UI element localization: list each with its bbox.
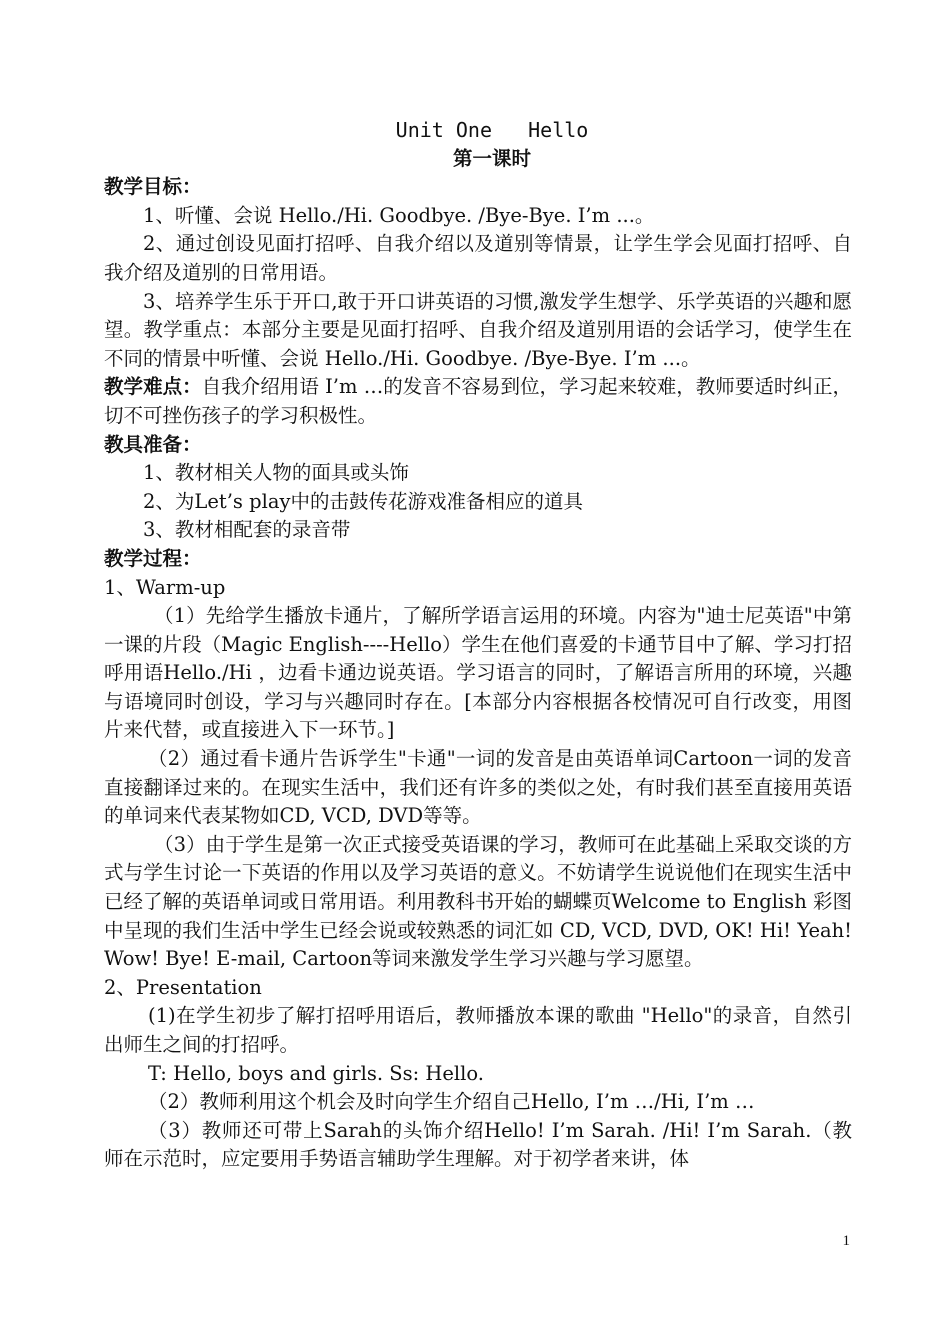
dialogue-line: T: Hello, boys and girls. Ss: Hello. bbox=[148, 1061, 484, 1085]
warmup-paragraph: （1）先给学生播放卡通片，了解所学语言运用的环境。内容为"迪士尼英语"中第一课的片段（Magic English----Hello）学生在他们喜爱的卡通节目中了解、学习打招呼用语Hello./Hi ，边看卡通边说英语。学习语言的同时，了解语言所用的环境，兴趣与语境同时创设，学习与兴趣同时存在。[本部分内容根据各校情况可自行改变，用图片来代替，或直接进入下一环节。] bbox=[104, 604, 853, 742]
difficulty-text: 自我介绍用语 I’m …的发音不容易到位，学习起来较难，教师要适时纠正，切不可挫伤孩子的学习积极性。 bbox=[104, 375, 852, 427]
warmup-label: 1、Warm-up bbox=[104, 575, 226, 599]
material-item: 2、为Let’s play中的击鼓传花游戏准备相应的道具 bbox=[143, 489, 583, 513]
lesson-subtitle: 第一课时 bbox=[452, 146, 531, 170]
presentation-paragraph: (1)在学生初步了解打招呼用语后，教师播放本课的歌曲 "Hello"的录音，自然引出师生之间的打招呼。 bbox=[104, 1004, 852, 1056]
presentation-label: 2、Presentation bbox=[104, 975, 262, 999]
materials-heading: 教具准备： bbox=[104, 432, 202, 456]
document-title: Unit One Hello bbox=[395, 118, 589, 142]
objectives-heading: 教学目标： bbox=[104, 175, 202, 199]
presentation-paragraph: （2）教师利用这个机会及时向学生介绍自己Hello, I’m …/Hi, I’m … bbox=[148, 1090, 755, 1114]
objective-item: 2、通过创设见面打招呼、自我介绍以及道别等情景，让学生学会见面打招呼、自我介绍及道别的日常用语。 bbox=[104, 232, 852, 284]
material-item: 1、教材相关人物的面具或头饰 bbox=[143, 461, 409, 485]
warmup-paragraph: （2）通过看卡通片告诉学生"卡通"一词的发音是由英语单词Cartoon一词的发音直接翻译过来的。在现实生活中，我们还有许多的类似之处，有时我们甚至直接用英语的单词来代表某物如CD, VCD, DVD等等。 bbox=[104, 747, 852, 828]
presentation-paragraph: （3）教师还可带上Sarah的头饰介绍Hello! I’m Sarah. /Hi! I’m Sarah.（教师在示范时，应定要用手势语言辅助学生理解。对于初学者来讲，体 bbox=[104, 1118, 852, 1171]
objective-item: 1、听懂、会说 Hello./Hi. Goodbye. /Bye-Bye. I’m ...。 bbox=[143, 203, 655, 227]
difficulty-heading: 教学难点： bbox=[104, 375, 202, 399]
difficulty-paragraph bbox=[104, 373, 852, 430]
material-item: 3、教材相配套的录音带 bbox=[143, 518, 351, 542]
page-number: 1 bbox=[842, 1233, 850, 1249]
objective-item: 3、培养学生乐于开口,敢于开口讲英语的习惯,激发学生想学、乐学英语的兴趣和愿望。教学重点：本部分主要是见面打招呼、自我介绍及道别用语的会话学习，使学生在不同的情景中听懂、会说 Hello./Hi. Goodbye. /Bye-Bye. I’m ...。 bbox=[104, 289, 852, 370]
warmup-paragraph: （3）由于学生是第一次正式接受英语课的学习，教师可在此基础上采取交谈的方式与学生讨论一下英语的作用以及学习英语的意义。不妨请学生说说他们在现实生活中已经了解的英语单词或日常用语。利用教科书开始的蝴蝶页Welcome to English 彩图中呈现的我们生活中学生已经会说或较熟悉的词汇如 CD, VCD, DVD, OK! Hi! Yeah! Wow! Bye! E-mail, Cartoon等词来激发学生学习兴趣与学习愿望。 bbox=[104, 832, 852, 971]
document-body bbox=[104, 116, 852, 1174]
process-heading: 教学过程： bbox=[104, 546, 202, 570]
